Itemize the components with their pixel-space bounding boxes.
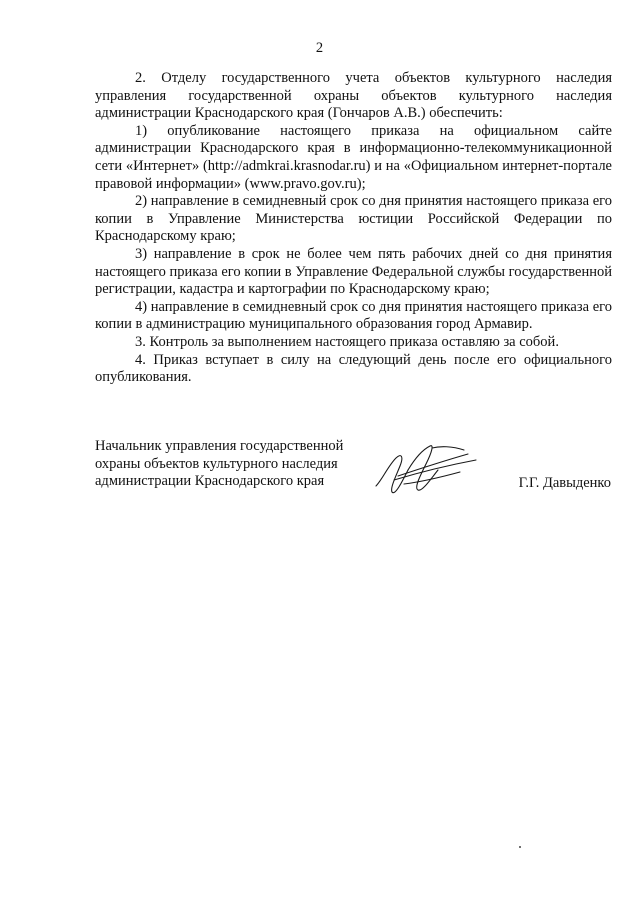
signer-name: Г.Г. Давыденко: [518, 475, 611, 491]
signatory-position: [95, 438, 385, 491]
paragraph-item-4: 4. Приказ вступает в силу на следующий день после его официального опубликования.: [95, 351, 612, 386]
position-line: Начальник управления государственной: [95, 438, 344, 454]
paragraph-subitem-4: 4) направление в семидневный срок со дня принятия настоящего приказа его копии в администрацию муниципального образования город Армавир.: [95, 298, 612, 333]
order-body: [95, 70, 612, 387]
paragraph-subitem-1: 1) опубликование настоящего приказа на официальном сайте администрации Краснодарского края в информационно-телекоммуникационной сети «Интернет» (http://admkrai.krasnodar.ru) и на «Официальном интернет-портале правовой информации» (www.pravo.gov.ru);: [95, 122, 612, 192]
position-line: администрации Краснодарского края: [95, 473, 325, 490]
paragraph-item-3: 3. Контроль за выполнением настоящего приказа оставляю за собой.: [135, 333, 559, 350]
handwritten-signature: [368, 440, 488, 500]
position-line: охраны объектов культурного наследия: [95, 455, 338, 472]
paragraph-subitem-2: 2) направление в семидневный срок со дня принятия настоящего приказа его копии в Управление Министерства юстиции Российской Федерации по Краснодарскому краю;: [95, 193, 612, 245]
paragraph-subitem-3: 3) направление в срок не более чем пять рабочих дней со дня принятия настоящего приказа его копии в Управление Федеральной службы государственной регистрации, кадастра и картографии по Краснодарскому краю;: [95, 245, 612, 298]
scan-speck: [519, 846, 521, 848]
page-number: 2: [315, 40, 324, 56]
paragraph-item-2: 2. Отделу государственного учета объектов культурного наследия управления государственной охраны объектов культурного наследия администрации Краснодарского края (Гончаров А.В.) обеспечить:: [95, 70, 612, 122]
